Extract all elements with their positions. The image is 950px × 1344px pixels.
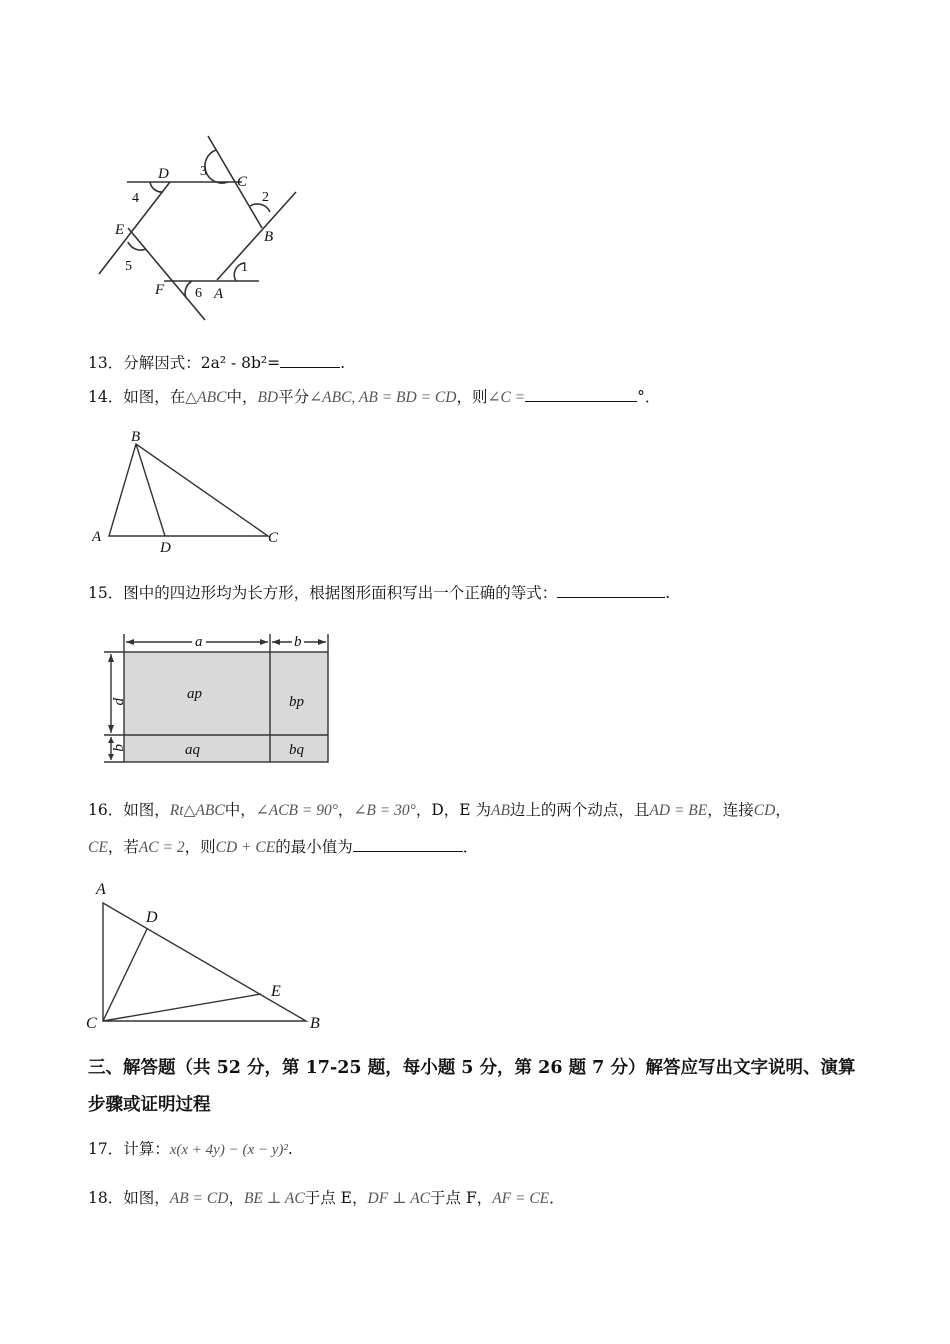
- question-text: ，连接: [707, 801, 754, 819]
- question-end: °．: [637, 388, 661, 406]
- question-16-line-2: [88, 836, 478, 859]
- question-text: ，若: [107, 838, 139, 856]
- width-b-label: b: [294, 634, 302, 650]
- rectangle-area-figure: [96, 630, 336, 768]
- question-text: 边上的两个动点，且: [509, 801, 650, 819]
- question-text: 于点 F，: [430, 1189, 493, 1207]
- question-13: [88, 352, 345, 374]
- vertex-B-label: B: [131, 429, 141, 445]
- question-text: 的最小值为: [275, 838, 353, 856]
- math-expression: DF ⊥ AC: [367, 1190, 431, 1207]
- angle-5-label: 5: [125, 259, 132, 274]
- vertex-D-label: D: [158, 166, 169, 182]
- vertex-A-label: A: [92, 529, 102, 545]
- region-ap-label: ap: [187, 686, 202, 702]
- point-D-label: D: [146, 909, 158, 926]
- angle-6-label: 6: [195, 286, 202, 301]
- hexagon-angle-figure: [92, 128, 312, 328]
- math-expression: AF = CE: [492, 1190, 550, 1207]
- vertex-E-label: E: [115, 222, 125, 238]
- point-E-label: E: [271, 983, 281, 1000]
- vertex-C-label: C: [237, 174, 248, 190]
- question-16-line-1: [88, 799, 791, 822]
- width-a-label: a: [195, 634, 203, 650]
- question-end: .: [665, 584, 671, 602]
- question-text: 于点 E，: [304, 1189, 368, 1207]
- question-number: 13．: [88, 354, 124, 372]
- region-bq-label: bq: [289, 742, 304, 758]
- question-text: ，: [337, 801, 354, 819]
- math-expression: Rt△ABC: [169, 802, 225, 819]
- region-bp-label: bp: [289, 694, 304, 710]
- math-expression: x(x + 4y) − (x − y)²: [169, 1142, 288, 1158]
- vertex-B-label: B: [310, 1015, 320, 1032]
- math-expression: CD + CE: [215, 839, 276, 856]
- question-text: 计算：: [123, 1140, 170, 1158]
- question-text: ，则: [184, 838, 216, 856]
- answer-blank[interactable]: [353, 837, 463, 852]
- region-aq-label: aq: [185, 742, 200, 758]
- question-text: 中，: [224, 801, 256, 819]
- math-expression: △ABC: [185, 389, 227, 406]
- answer-blank[interactable]: [525, 387, 637, 402]
- question-text: 如图，: [123, 801, 170, 819]
- question-text: 分解因式：2a² - 8b²=: [123, 354, 281, 372]
- triangle-abc-figure: [88, 424, 288, 558]
- question-number: 16．: [88, 801, 124, 819]
- angle-1-label: 1: [241, 260, 248, 275]
- question-end: ．: [549, 1189, 565, 1207]
- math-expression: AB: [490, 802, 510, 819]
- question-14: [88, 386, 660, 409]
- math-expression: AC = 2: [138, 839, 185, 856]
- height-q-label: q: [112, 744, 128, 752]
- math-expression: AD = BE: [649, 802, 708, 819]
- math-expression: ∠ABC, AB = BD = CD: [309, 389, 457, 406]
- question-number: 18．: [88, 1189, 124, 1207]
- question-number: 15．: [88, 584, 124, 602]
- question-text: 如图，在: [123, 388, 186, 406]
- question-15: [88, 582, 670, 604]
- section-heading: 三、解答题（共 52 分，第 17-25 题，每小题 5 分，第 26 题 7 分）解答应写出文字说明、演算: [88, 1058, 856, 1078]
- height-p-label: p: [112, 698, 128, 706]
- vertex-B-label: B: [264, 229, 274, 245]
- math-expression: CE: [88, 839, 108, 856]
- question-text: ，: [228, 1189, 244, 1207]
- question-number: 14．: [88, 388, 124, 406]
- angle-4-label: 4: [132, 191, 139, 206]
- question-text: ，: [775, 801, 791, 819]
- vertex-F-label: F: [155, 282, 165, 298]
- vertex-A-label: A: [214, 286, 224, 302]
- math-expression: ∠B = 30°: [353, 802, 416, 819]
- question-end: ．: [462, 838, 479, 856]
- right-triangle-figure: [84, 876, 334, 1036]
- math-expression: BE ⊥ AC: [243, 1190, 305, 1207]
- vertex-D-label: D: [160, 540, 171, 556]
- question-17: [88, 1138, 293, 1161]
- question-text: 如图，: [123, 1189, 170, 1207]
- question-text: 图中的四边形均为长方形，根据图形面积写出一个正确的等式：: [123, 584, 558, 602]
- answer-blank[interactable]: [280, 353, 340, 368]
- angle-3-label: 3: [200, 164, 207, 179]
- math-expression: AB = CD: [169, 1190, 229, 1207]
- vertex-C-label: C: [86, 1015, 97, 1032]
- question-end: .: [340, 354, 346, 372]
- answer-blank[interactable]: [557, 583, 665, 598]
- question-text: ，则: [456, 388, 488, 406]
- question-text: ，D，E 为: [415, 801, 491, 819]
- section-heading-continued: 步骤或证明过程: [88, 1095, 211, 1115]
- vertex-A-label: A: [96, 881, 106, 898]
- vertex-C-label: C: [268, 530, 279, 546]
- angle-2-label: 2: [262, 190, 269, 205]
- question-number: 17．: [88, 1140, 124, 1158]
- question-18: [88, 1187, 565, 1210]
- question-text: 中，: [226, 388, 258, 406]
- question-text: 平分: [278, 388, 310, 406]
- math-expression: ∠C =: [487, 389, 526, 406]
- math-expression: ∠ACB = 90°: [255, 802, 338, 819]
- math-expression: BD: [257, 389, 279, 406]
- math-expression: CD: [753, 802, 776, 819]
- question-end: .: [287, 1140, 293, 1158]
